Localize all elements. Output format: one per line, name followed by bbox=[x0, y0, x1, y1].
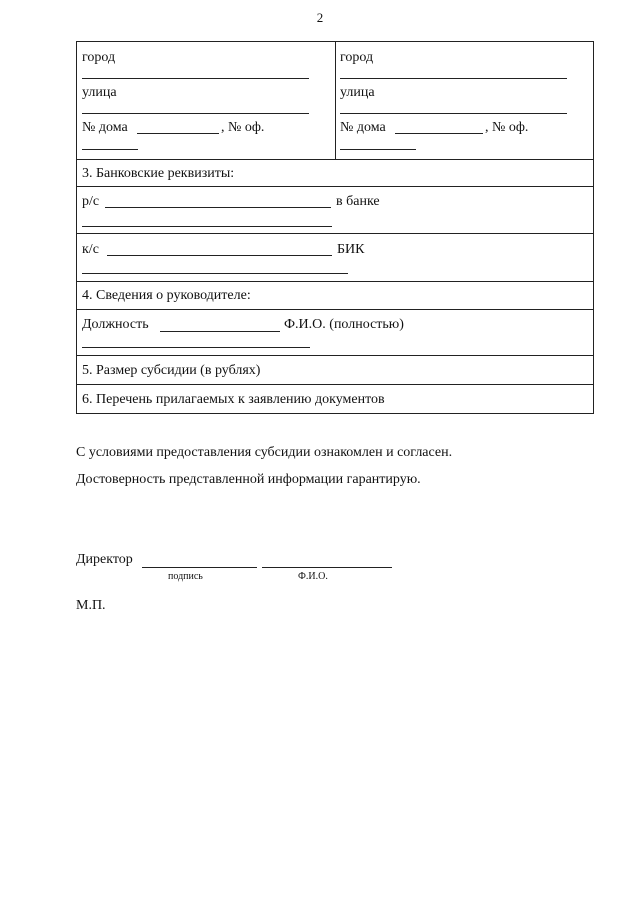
account-line[interactable] bbox=[105, 207, 331, 208]
bank-name-line[interactable] bbox=[82, 226, 332, 227]
right-office-line[interactable] bbox=[340, 149, 416, 150]
row-divider bbox=[77, 233, 593, 234]
left-street-line[interactable] bbox=[82, 113, 309, 114]
right-city-line[interactable] bbox=[340, 78, 567, 79]
director-fio-line[interactable] bbox=[262, 567, 392, 568]
director-label: Директор bbox=[76, 552, 133, 567]
left-house-line[interactable] bbox=[137, 133, 219, 134]
left-street-label: улица bbox=[82, 85, 117, 100]
left-city-label: город bbox=[82, 50, 116, 65]
right-street-line[interactable] bbox=[340, 113, 567, 114]
corr-account-label: к/с bbox=[82, 242, 99, 257]
address-divider bbox=[335, 42, 336, 159]
bik-label: БИК bbox=[337, 242, 365, 257]
in-bank-label: в банке bbox=[336, 194, 380, 209]
left-office-line[interactable] bbox=[82, 149, 138, 150]
right-street-label: улица bbox=[340, 85, 375, 100]
left-house-label: № дома bbox=[82, 120, 128, 135]
documents-heading: 6. Перечень прилагаемых к заявлению документов bbox=[82, 392, 385, 407]
bank-heading: 3. Банковские реквизиты: bbox=[82, 166, 235, 181]
row-divider bbox=[77, 281, 593, 282]
position-label: Должность bbox=[82, 317, 149, 332]
agreement-statement: С условиями предоставления субсидии ознакомлен и согласен. bbox=[76, 445, 453, 460]
position-line[interactable] bbox=[160, 331, 280, 332]
fio-caption: Ф.И.О. bbox=[298, 571, 328, 582]
right-house-line[interactable] bbox=[395, 133, 483, 134]
bik-line[interactable] bbox=[82, 273, 348, 274]
left-city-line[interactable] bbox=[82, 78, 309, 79]
row-divider bbox=[77, 309, 593, 310]
application-form-table bbox=[76, 41, 594, 414]
right-office-label: , № оф. bbox=[485, 120, 529, 135]
row-divider bbox=[77, 159, 593, 160]
right-city-label: город bbox=[340, 50, 374, 65]
signature-caption: подпись bbox=[168, 571, 203, 582]
row-divider bbox=[77, 355, 593, 356]
row-divider bbox=[77, 186, 593, 187]
page-number: 2 bbox=[316, 10, 324, 25]
head-heading: 4. Сведения о руководителе: bbox=[82, 288, 251, 303]
subsidy-heading: 5. Размер субсидии (в рублях) bbox=[82, 363, 261, 378]
right-house-label: № дома bbox=[340, 120, 386, 135]
row-divider bbox=[77, 384, 593, 385]
corr-account-line[interactable] bbox=[107, 255, 332, 256]
left-office-label: , № оф. bbox=[221, 120, 265, 135]
fio-full-line[interactable] bbox=[82, 347, 310, 348]
fio-full-label: Ф.И.О. (полностью) bbox=[284, 317, 404, 332]
account-label: р/с bbox=[82, 194, 100, 209]
seal-label: М.П. bbox=[76, 598, 106, 613]
guarantee-statement: Достоверность представленной информации гарантирую. bbox=[76, 472, 421, 487]
director-signature-line[interactable] bbox=[142, 567, 257, 568]
